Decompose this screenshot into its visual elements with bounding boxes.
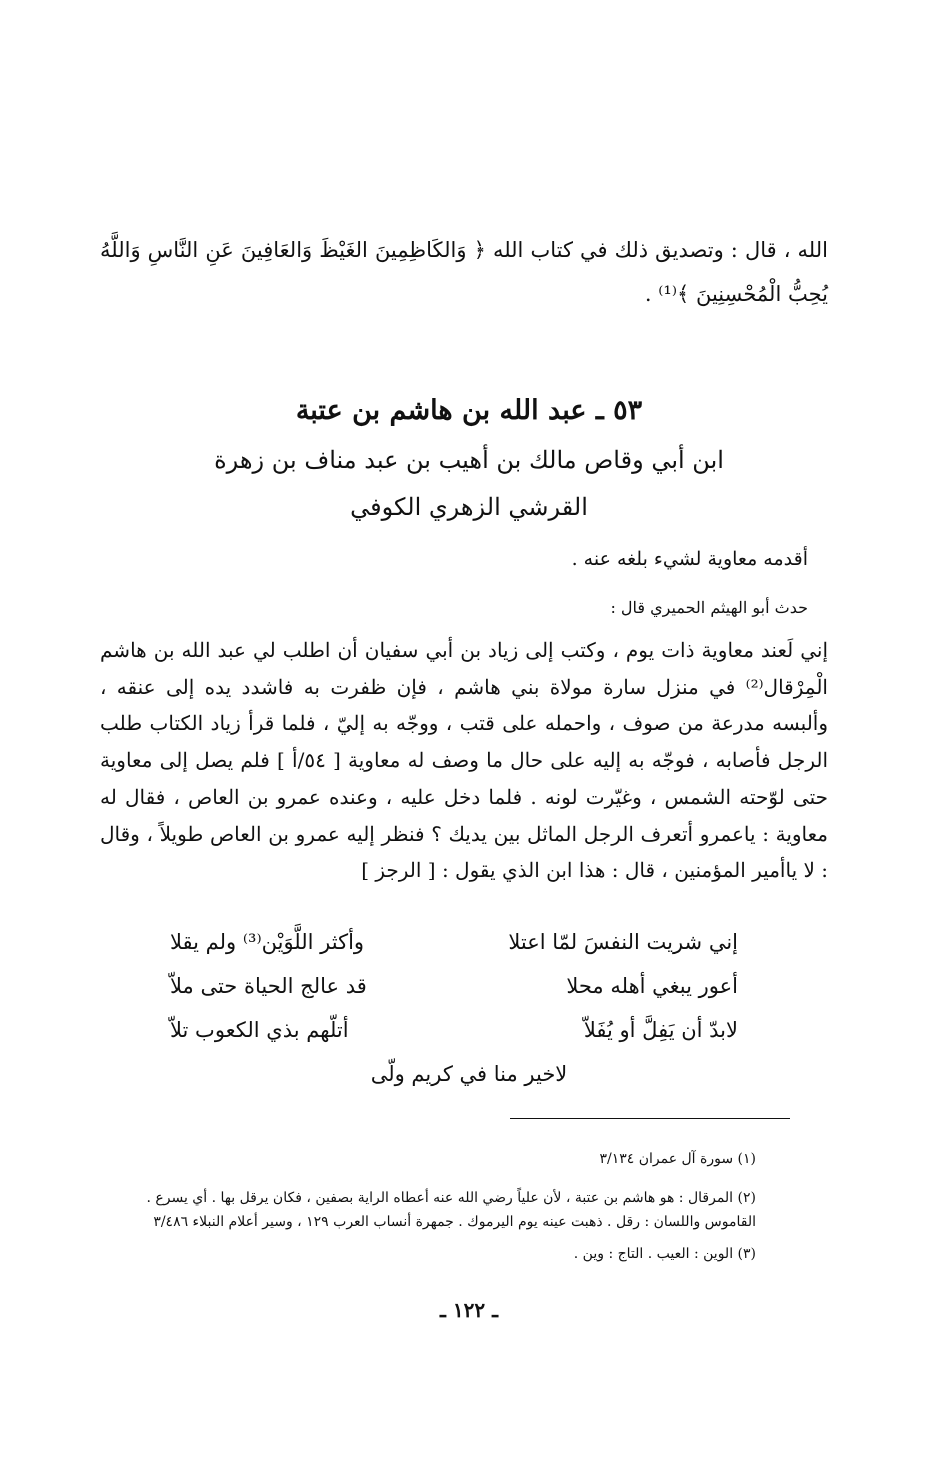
biography-title: ٥٣ ـ عبد الله بن هاشم بن عتبة	[295, 395, 643, 426]
footnote-2: (٢) المرقال : هو هاشم بن عتبة ، لأن علياً رضي الله عنه أعطاه الراية بصفين ، فكان يرقل بها . أي يسرع .	[146, 1190, 756, 1206]
poem-line	[170, 974, 738, 998]
page-number: ـ ١٢٢ ـ	[440, 1298, 498, 1322]
continuation-paragraph: الله ، قال : وتصديق ذلك في كتاب الله ﴿ وَالكَاظِمِينَ الغَيْظَ وَالعَافِينَ عَنِ النَّاسِ وَاللَّهُ يُحِبُّ الْمُحْسِنِينَ ﴾⁽¹⁾ .	[100, 238, 828, 306]
poem-hemistich-second: وأكثر اللَّوَيْن⁽³⁾ ولم يقلا	[170, 930, 365, 954]
biography-lineage: ابن أبي وقاص مالك بن أهيب بن عبد مناف بن زهرة	[214, 446, 724, 474]
main-narrative: إني لَعند معاوية ذات يوم ، وكتب إلى زياد بن أبي سفيان أن اطلب لي عبد الله بن هاشم الْمِرْقال⁽²⁾ في منزل سارة مولاة بني هاشم ، فإن ظفرت به فاشدد يده إلى عنقه ، وألبسه مدرعة من صوف ، واحمله على قتب ، ووجّه به إليّ ، فلما قرأ زياد الكتاب طلب الرجل فأصابه ، فوجّه به إليه على حال ما وصف له معاوية [ ٥٤/أ ] فلم يصل إلى معاوية حتى لوّحته الشمس ، وغيّرت لونه . فلما دخل عليه ، وعنده عمرو بن العاص ، فقال له معاوية : ياعمرو أتعرف الرجل الماثل بين يديك ؟ فنظر إليه عمرو بن العاص طويلاً ، وقال : لا ياأمير المؤمنين ، قال : هذا ابن الذي يقول : [ الرجز ]	[100, 638, 829, 883]
poem-hemistich-second: قد عالج الحياة حتى ملاّ	[170, 974, 367, 998]
narrator-line: حدث أبو الهيثم الحميري قال :	[610, 598, 808, 617]
poem-line	[170, 930, 738, 954]
poem-hemistich-second: أتلّهم بذي الكعوب تلاّ	[170, 1018, 349, 1042]
footnote-1: (١) سورة آل عمران ٣/١٣٤	[599, 1151, 756, 1167]
poem-line	[170, 1018, 738, 1042]
poem-final-line: لاخير منا في كريم ولّى	[370, 1062, 568, 1086]
poem-hemistich-first: إني شريت النفسَ لمّا اعتلا	[508, 930, 738, 954]
footnote-divider	[510, 1118, 790, 1119]
footnote-2-continued: القاموس واللسان : رقل . ذهبت عينه يوم اليرموك . جمهرة أنساب العرب ١٢٩ ، وسير أعلام النبلاء ٣/٤٨٦	[153, 1214, 756, 1230]
poem-hemistich-first: أعور يبغي أهله محلا	[566, 974, 738, 998]
footnote-3: (٣) الوين : العيب . التاج : وين .	[573, 1246, 756, 1262]
poem-hemistich-first: لابدّ أن يَفِلَّ أو يُفَلاّ	[583, 1018, 738, 1042]
biography-nisba: القرشي الزهري الكوفي	[350, 493, 588, 521]
intro-sentence: أقدمه معاوية لشيء بلغه عنه .	[571, 548, 808, 570]
